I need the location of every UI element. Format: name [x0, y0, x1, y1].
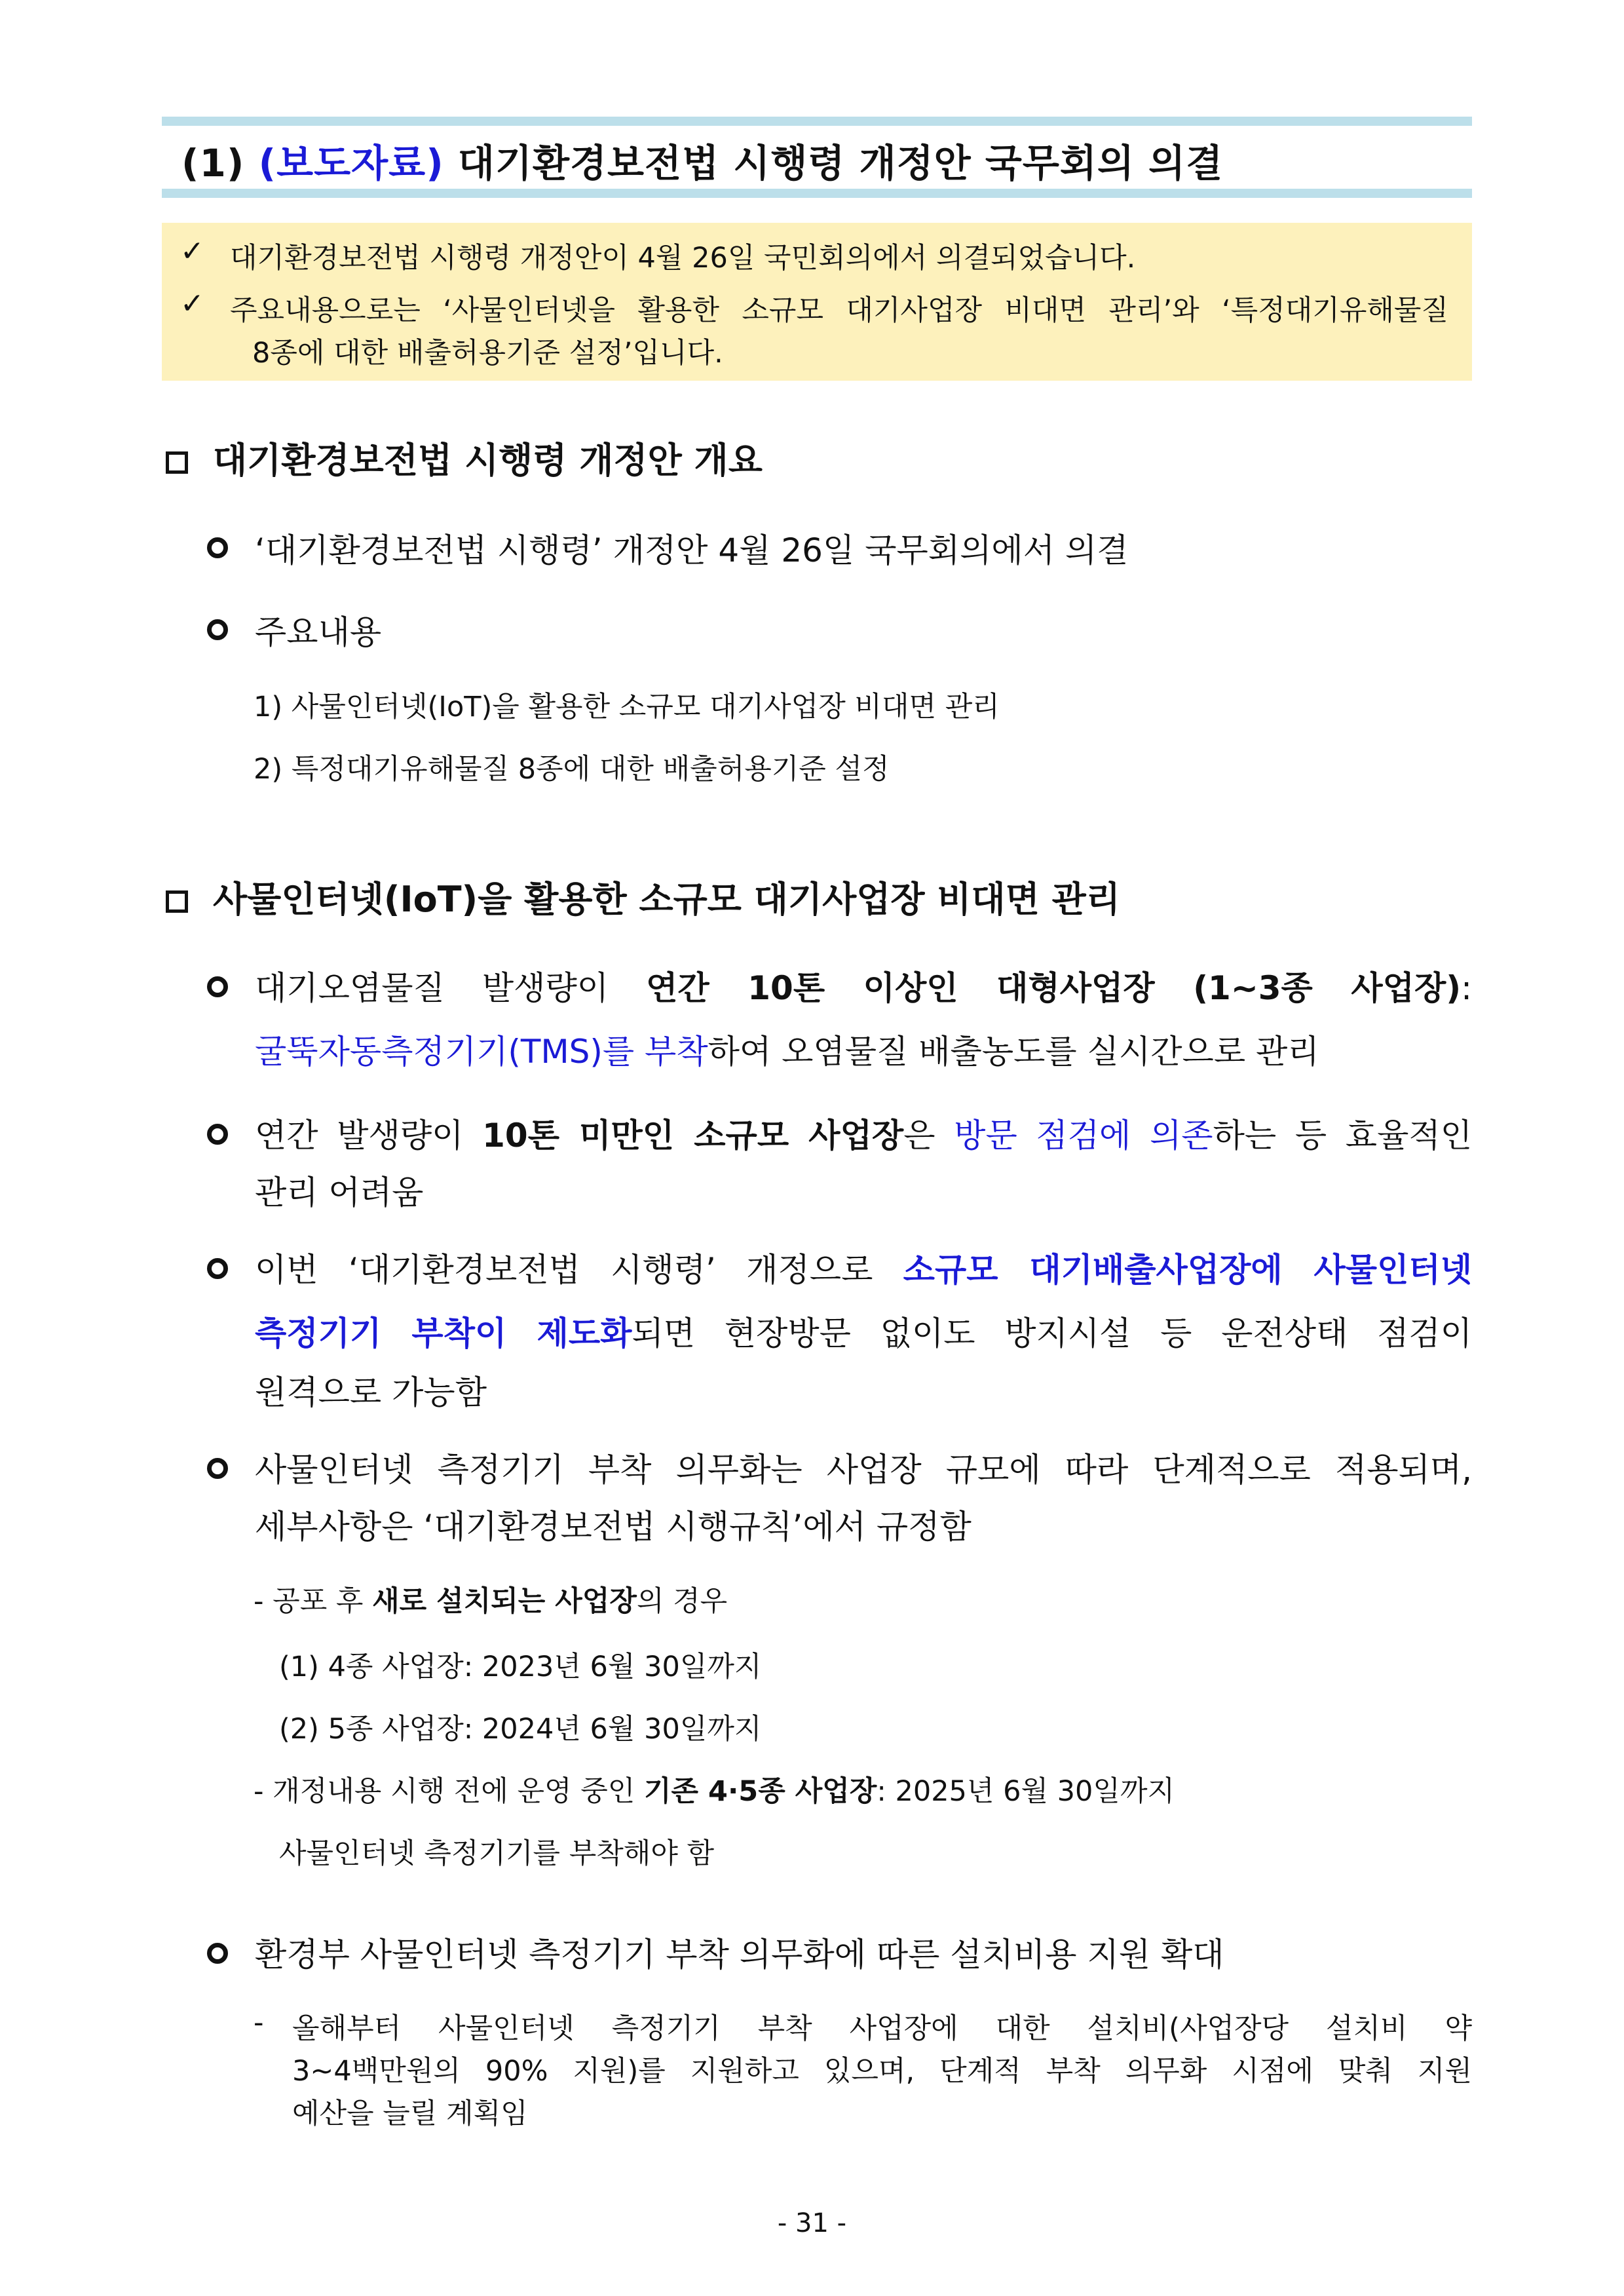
circle-bullet-icon [207, 1124, 228, 1145]
page-number: - 31 - [777, 2208, 847, 2238]
title-text: 대기환경보전법 시행령 개정안 국무회의 의결 [457, 141, 1224, 185]
circle-bullet-icon [207, 976, 228, 997]
schedule-item-2: (2) 5종 사업장: 2024년 6월 30일까지 [279, 1713, 762, 1746]
iot-para-4-line-2: 세부사항은 ‘대기환경보전법 시행규칙’에서 규정함 [255, 1508, 972, 1546]
main-content-item-2: 2) 특정대기유해물질 8종에 대한 배출허용기준 설정 [254, 753, 890, 786]
iot-para-2-line-2: 관리 어려움 [255, 1174, 424, 1212]
iot-para-1-line-1: 대기오염물질 발생량이 연간 10톤 이상인 대형사업장 (1~3종 사업장): [255, 969, 1472, 1007]
title-tag: (보도자료) [258, 141, 444, 185]
square-bullet-icon [166, 890, 188, 913]
existing-site-dash-item: - 개정내용 시행 전에 운영 중인 기존 4·5종 사업장: 2025년 6월 30일까지 [254, 1775, 1175, 1808]
iot-para-3-line-1: 이번 ‘대기환경보전법 시행령’ 개정으로 소규모 대기배출사업장에 사물인터넷 [255, 1251, 1472, 1289]
iot-para-3-line-3: 원격으로 가능함 [255, 1373, 487, 1411]
circle-bullet-icon [207, 1458, 228, 1479]
iot-para-4-line-1: 사물인터넷 측정기기 부착 의무화는 사업장 규모에 따라 단계적으로 적용되며, [255, 1451, 1473, 1489]
section-heading-iot [166, 871, 1120, 922]
summary-box [162, 223, 1472, 381]
support-line-2: 3~4백만원의 90% 지원)를 지원하고 있으며, 단계적 부착 의무화 시점에 맞춰 지원 [292, 2055, 1472, 2088]
section-heading-overview [166, 432, 763, 483]
summary-line-1: 대기환경보전법 시행령 개정안이 4월 26일 국민회의에서 의결되었습니다. [230, 242, 1136, 275]
existing-site-dash-item-cont: 사물인터넷 측정기기를 부착해야 함 [279, 1837, 715, 1870]
page-title [181, 132, 1223, 187]
support-line-3: 예산을 늘릴 계획임 [292, 2097, 528, 2130]
circle-bullet-icon [207, 1943, 228, 1964]
section-heading-text: 사물인터넷(IoT)을 활용한 소규모 대기사업장 비대면 관리 [213, 879, 1120, 920]
iot-para-3-line-2: 측정기기 부착이 제도화되면 현장방문 없이도 방지시설 등 운전상태 점검이 [255, 1314, 1472, 1352]
schedule-item-1: (1) 4종 사업장: 2023년 6월 30일까지 [279, 1651, 762, 1683]
overview-bullet-2: 주요내용 [255, 613, 382, 651]
iot-para-2-line-1: 연간 발생량이 10톤 미만인 소규모 사업장은 방문 점검에 의존하는 등 효율적인 [255, 1117, 1473, 1155]
section-heading-text: 대기환경보전법 시행령 개정안 개요 [213, 440, 763, 481]
title-block [162, 117, 1472, 199]
summary-line-2: 주요내용으로는 ‘사물인터넷을 활용한 소규모 대기사업장 비대면 관리’와 ‘특정대기유해물질 [230, 294, 1448, 327]
new-site-dash-item: - 공포 후 새로 설치되는 사업장의 경우 [254, 1585, 728, 1618]
circle-bullet-icon [207, 1258, 228, 1279]
summary-line-3: 8종에 대한 배출허용기준 설정’입니다. [252, 337, 723, 370]
iot-para-1-line-2: 굴뚝자동측정기기(TMS)를 부착하여 오염물질 배출농도를 실시간으로 관리 [255, 1033, 1319, 1071]
circle-bullet-icon [207, 537, 228, 558]
check-icon: ✓ [180, 287, 204, 320]
support-line-1: 올해부터 사물인터넷 측정기기 부착 사업장에 대한 설치비(사업장당 설치비 약 [292, 2012, 1472, 2045]
check-icon: ✓ [180, 235, 204, 268]
square-bullet-icon [166, 451, 188, 474]
circle-bullet-icon [207, 619, 228, 640]
title-bottom-rule [162, 189, 1472, 198]
title-number: (1) [181, 141, 245, 185]
title-top-rule [162, 117, 1472, 126]
support-dash: - [254, 2006, 264, 2039]
main-content-item-1: 1) 사물인터넷(IoT)을 활용한 소규모 대기사업장 비대면 관리 [254, 691, 1000, 723]
iot-para-5: 환경부 사물인터넷 측정기기 부착 의무화에 따른 설치비용 지원 확대 [255, 1936, 1224, 1974]
overview-bullet-1: ‘대기환경보전법 시행령’ 개정안 4월 26일 국무회의에서 의결 [255, 531, 1129, 569]
